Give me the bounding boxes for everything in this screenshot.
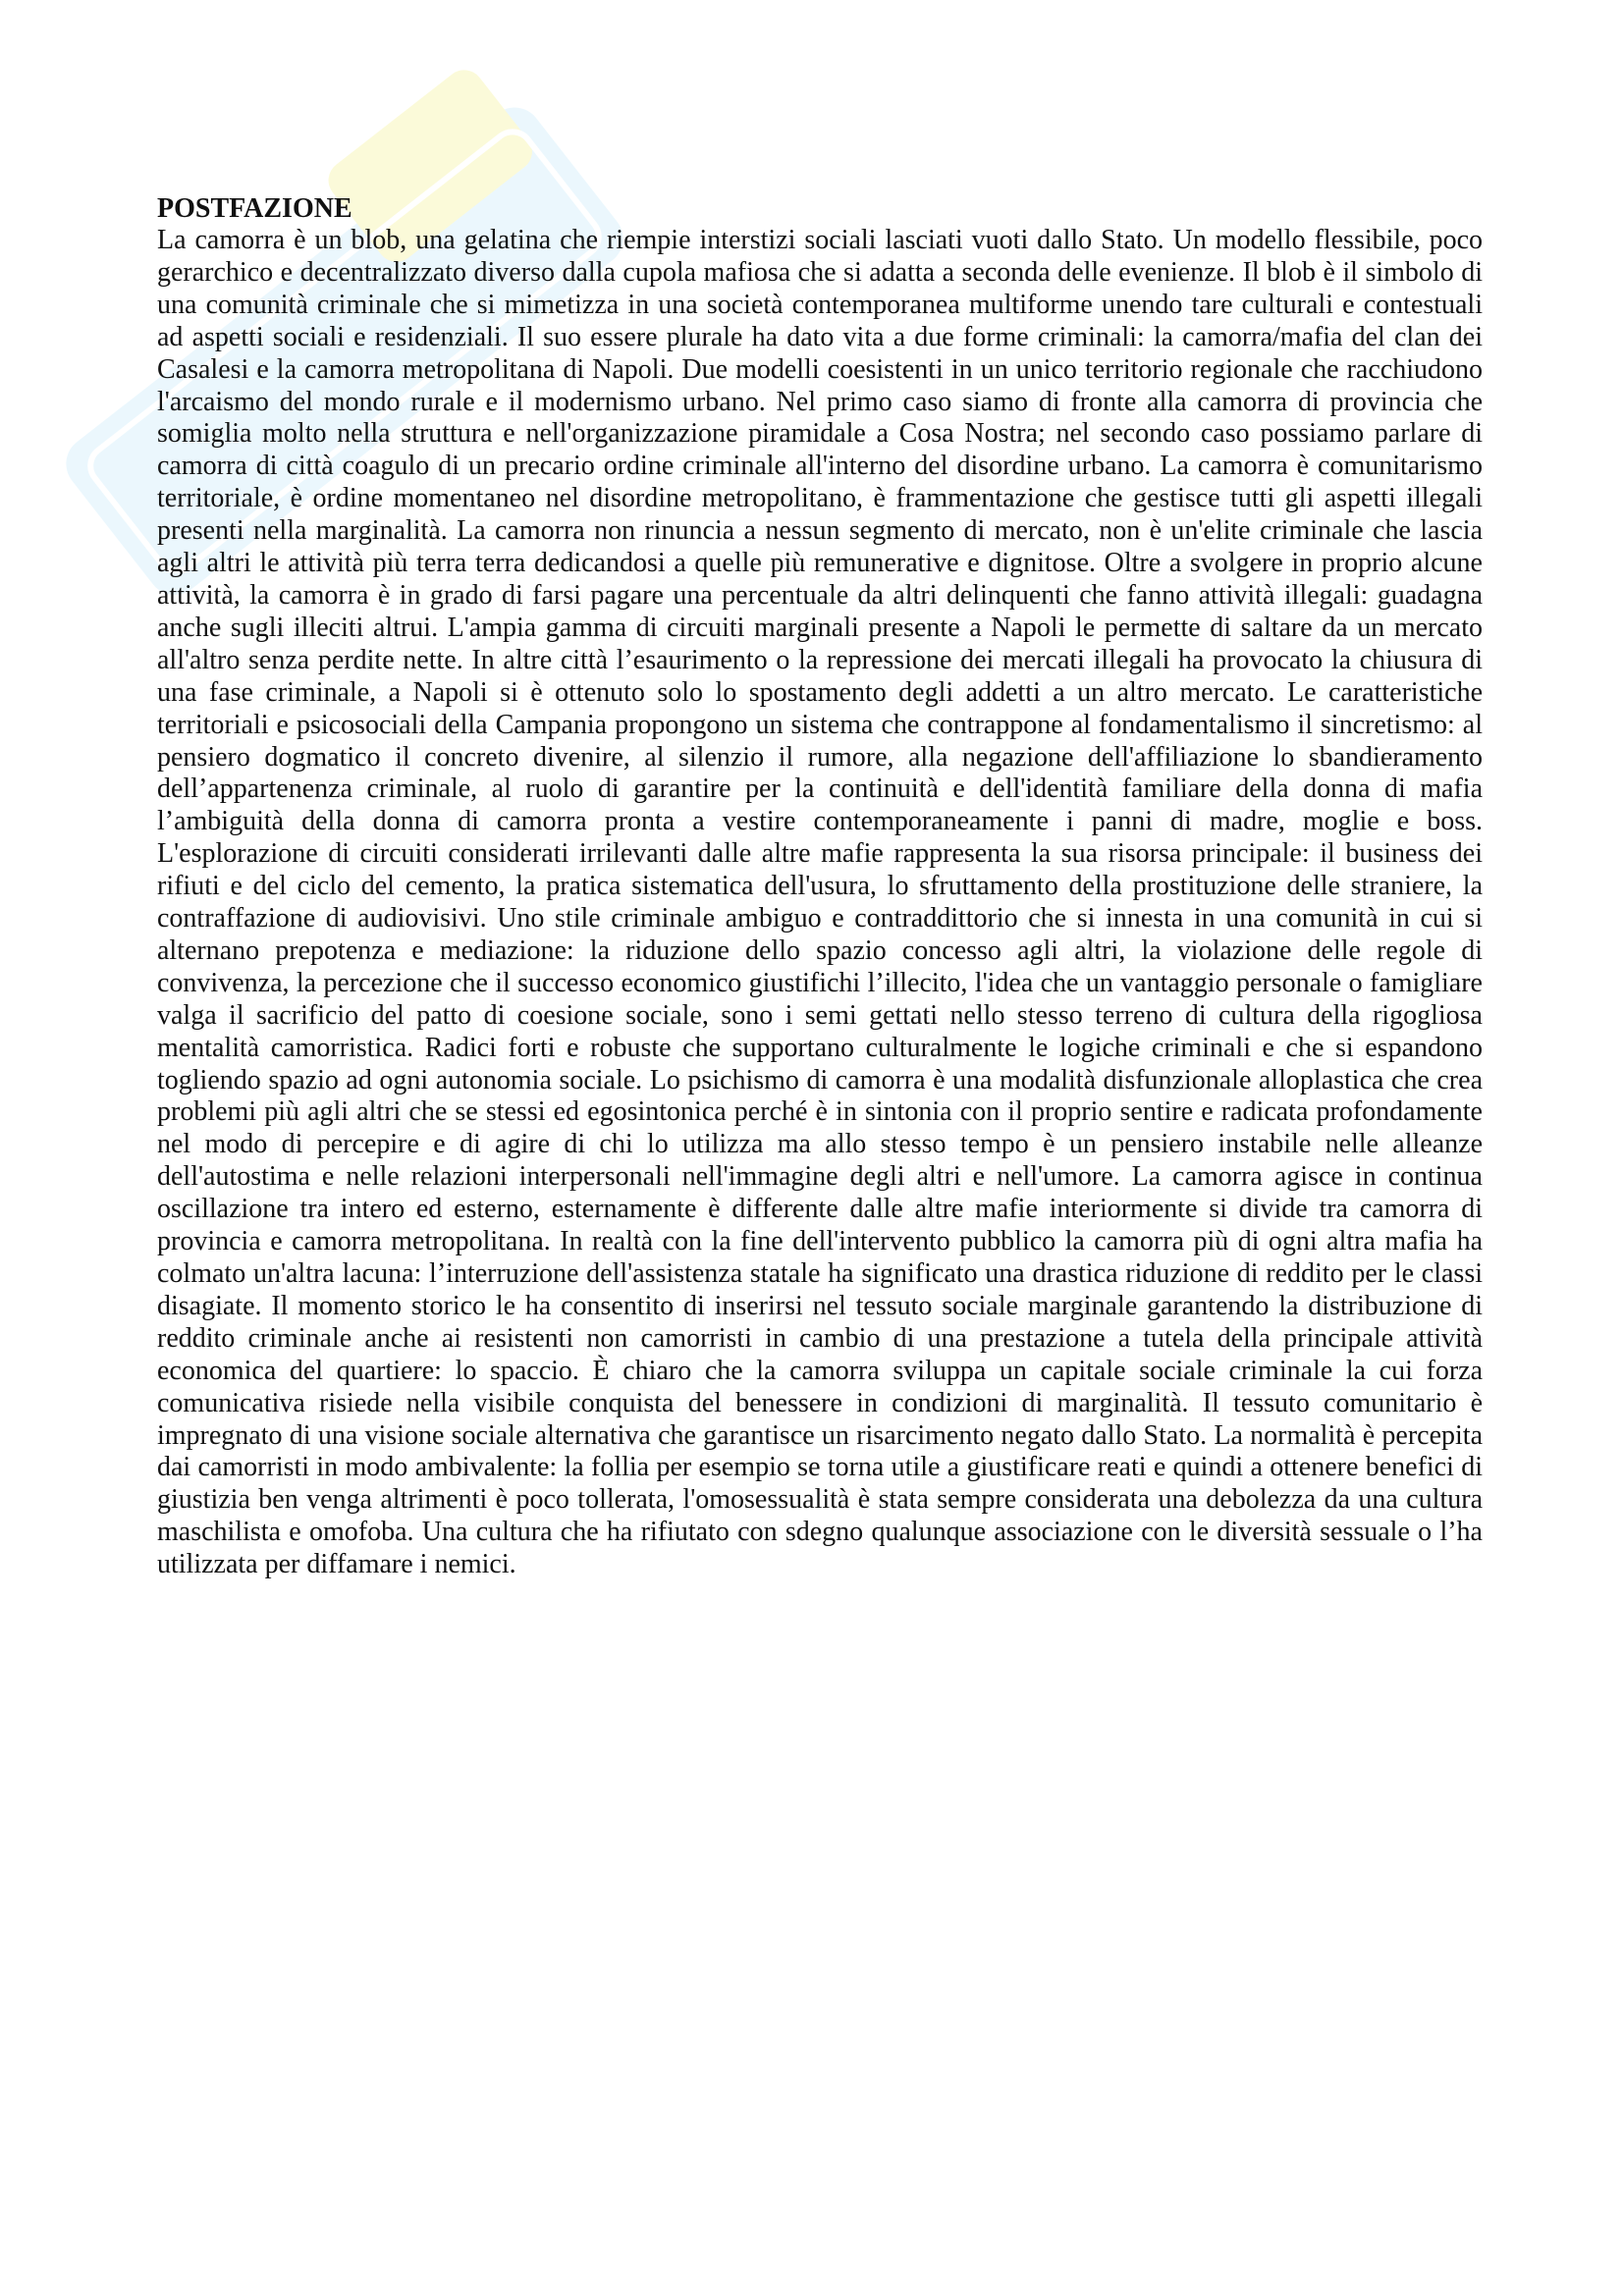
section-heading: POSTFAZIONE xyxy=(157,193,352,224)
document-content xyxy=(157,192,1483,1581)
body-paragraph: La camorra è un blob, una gelatina che riempie interstizi sociali lasciati vuoti dallo Stato. Un modello flessibile, poco gerarchico e decentralizzato diverso dalla cupola mafiosa che si adatta a seconda delle evenienze. Il blob è il simbolo di una comunità criminale che si mimetizza in una società contemporanea multiforme unendo tare culturali e contestuali ad aspetti sociali e residenziali. Il suo essere plurale ha dato vita a due forme criminali: la camorra/mafia del clan dei Casalesi e la camorra metropolitana di Napoli. Due modelli coesistenti in un unico territorio regionale che racchiudono l'arcaismo del mondo rurale e il modernismo urbano. Nel primo caso siamo di fronte alla camorra di provincia che somiglia molto nella struttura e nell'organizzazione piramidale a Cosa Nostra; nel secondo caso possiamo parlare di camorra di città coagulo di un precario ordine criminale all'interno del disordine urbano. La camorra è comunitarismo territoriale, è ordine momentaneo nel disordine metropolitano, è frammentazione che gestisce tutti gli aspetti illegali presenti nella marginalità. La camorra non rinuncia a nessun segmento di mercato, non è un'elite criminale che lascia agli altri le attività più terra terra dedicandosi a quelle più remunerative e dignitose. Oltre a svolgere in proprio alcune attività, la camorra è in grado di farsi pagare una percentuale da altri delinquenti che fanno attività illegali: guadagna anche sugli illeciti altrui. L'ampia gamma di circuiti marginali presente a Napoli le permette di saltare da un mercato all'altro senza perdite nette. In altre città l’esaurimento o la repressione dei mercati illegali ha provocato la chiusura di una fase criminale, a Napoli si è ottenuto solo lo spostamento degli addetti a un altro mercato. Le caratteristiche territoriali e psicosociali della Campania propongono un sistema che contrappone al fondamentalismo il sincretismo: al pensiero dogmatico il concreto divenire, al silenzio il rumore, alla negazione dell'affiliazione lo sbandieramento dell’appartenenza criminale, al ruolo di garantire per la continuità e dell'identità familiare della donna di mafia l’ambiguità della donna di camorra pronta a vestire contemporaneamente i panni di madre, moglie e boss. L'esplorazione di circuiti considerati irrilevanti dalle altre mafie rappresenta la sua risorsa principale: il business dei rifiuti e del ciclo del cemento, la pratica sistematica dell'usura, lo sfruttamento della prostituzione delle straniere, la contraffazione di audiovisivi. Uno stile criminale ambiguo e contraddittorio che si innesta in una comunità in cui si alternano prepotenza e mediazione: la riduzione dello spazio concesso agli altri, la violazione delle regole di convivenza, la percezione che il successo economico giustifichi l’illecito, l'idea che un vantaggio personale o famigliare valga il sacrificio del patto di coesione sociale, sono i semi gettati nello stesso terreno di cultura della rigogliosa mentalità camorristica. Radici forti e robuste che supportano culturalmente le logiche criminali e che si espandono togliendo spazio ad ogni autonomia sociale. Lo psichismo di camorra è una modalità disfunzionale alloplastica che crea problemi più agli altri che se stessi ed egosintonica perché è in sintonia con il proprio sentire e radicata profondamente nel modo di percepire e di agire di chi lo utilizza ma allo stesso tempo è un pensiero instabile nelle alleanze dell'autostima e nelle relazioni interpersonali nell'immagine degli altri e nell'umore. La camorra agisce in continua oscillazione tra intero ed esterno, esternamente è differente dalle altre mafie interiormente si divide tra camorra di provincia e camorra metropolitana. In realtà con la fine dell'intervento pubblico la camorra più di ogni altra mafia ha colmato un'altra lacuna: l’interruzione dell'assistenza statale ha significato una drastica riduzione di reddito per le classi disagiate. Il momento storico le ha consentito di inserirsi nel tessuto sociale marginale garantendo la distribuzione di reddito criminale anche ai resistenti non camorristi in cambio di una prestazione a tutela della principale attività economica del quartiere: lo spaccio. È chiaro che la camorra sviluppa un capitale sociale criminale la cui forza comunicativa risiede nella visibile conquista del benessere in condizioni di marginalità. Il tessuto comunitario è impregnato di una visione sociale alternativa che garantisce un risarcimento negato dallo Stato. La normalità è percepita dai camorristi in modo ambivalente: la follia per esempio se torna utile a giustificare reati e quindi a ottenere benefici di giustizia ben venga altrimenti è poco tollerata, l'omosessualità è stata sempre considerata una debolezza da una cultura maschilista e omofoba. Una cultura che ha rifiutato con sdegno qualunque associazione con le diversità sessuale o l’ha utilizzata per diffamare i nemici. xyxy=(157,225,1483,1580)
